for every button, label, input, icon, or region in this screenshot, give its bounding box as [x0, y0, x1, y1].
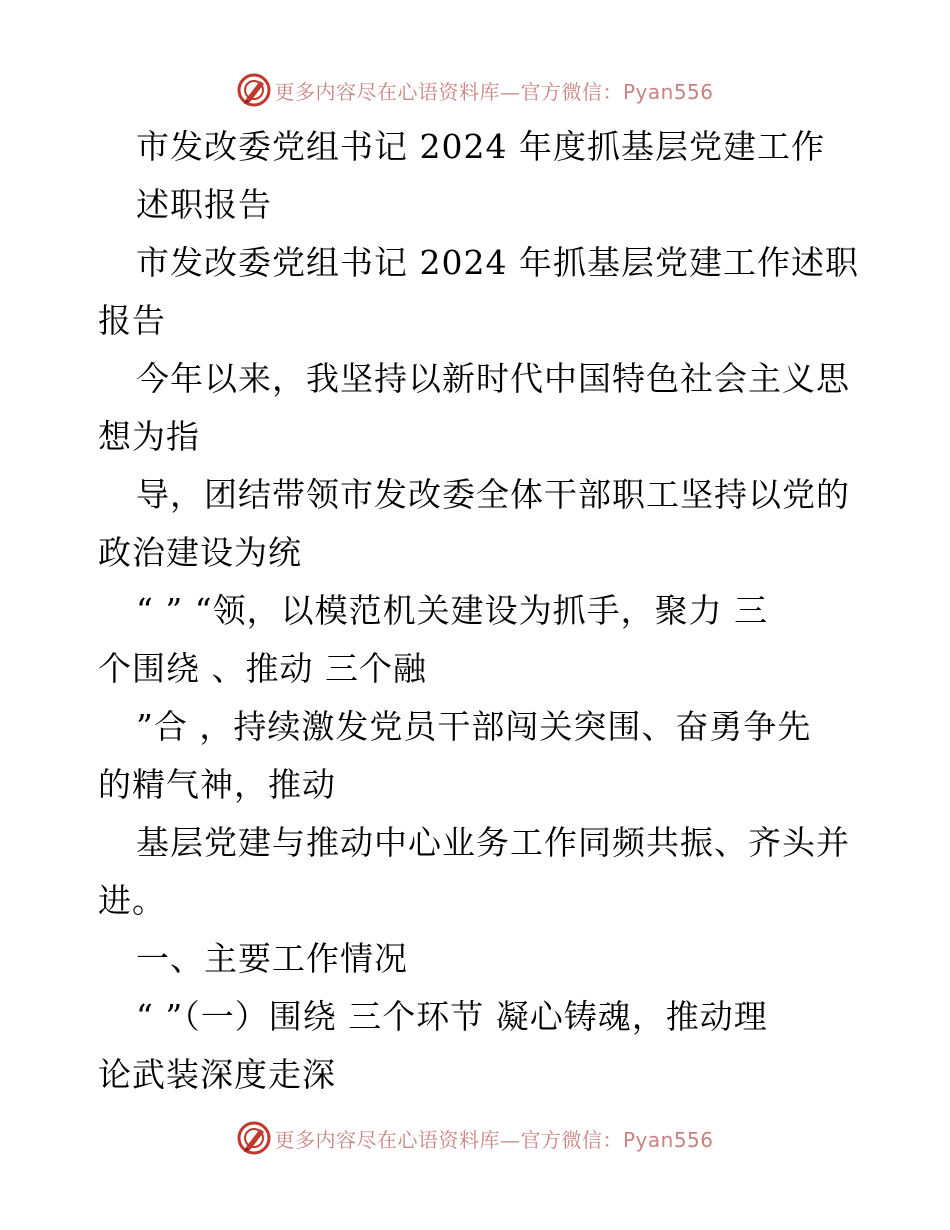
- banner-label: 官方微信：: [520, 79, 623, 104]
- banner-slogan: 更多内容尽在心语资料库: [274, 79, 500, 104]
- title-line-2: 述职报告: [136, 185, 272, 224]
- banner-text: [274, 1124, 713, 1153]
- pen-logo-icon: [236, 72, 272, 108]
- banner-wechat-id: Pyan556: [622, 79, 714, 104]
- paragraph-line: 想为指: [98, 417, 200, 456]
- document-body: [98, 118, 858, 1104]
- paragraph-line: 的精气神，推动: [98, 765, 336, 804]
- paragraph-line: ”合 ，持续激发党员干部闯关突围、奋勇争先: [136, 707, 812, 746]
- paragraph-line: 今年以来，我坚持以新时代中国特色社会主义思: [136, 359, 850, 398]
- banner-label: 官方微信：: [520, 1127, 623, 1152]
- paragraph-line: 政治建设为统: [98, 533, 302, 572]
- footer-watermark-banner: [0, 1118, 950, 1158]
- subsection-heading-line: 论武装深度走深: [98, 1055, 336, 1094]
- subsection-heading-line: “ ”（一）围绕 三个环节 凝心铸魂，推动理: [136, 997, 768, 1036]
- paragraph-line: 基层党建与推动中心业务工作同频共振、齐头并: [136, 823, 850, 862]
- paragraph-line: 市发改委党组书记 2024 年抓基层党建工作述职: [136, 243, 859, 282]
- paragraph-line: 个围绕 、推动 三个融: [98, 649, 427, 688]
- banner-wechat-id: Pyan556: [622, 1127, 714, 1152]
- banner-slogan: 更多内容尽在心语资料库: [274, 1127, 500, 1152]
- title-line-1: 市发改委党组书记 2024 年度抓基层党建工作: [136, 127, 825, 166]
- pen-logo-icon: [236, 1120, 272, 1156]
- paragraph-line: “ ” “领，以模范机关建设为抓手，聚力 三: [136, 591, 769, 630]
- header-watermark-banner: [0, 70, 950, 110]
- paragraph-line: 报告: [98, 301, 166, 340]
- paragraph-line: 进。: [98, 881, 166, 920]
- banner-text: [274, 76, 713, 105]
- banner-dash: —: [499, 1127, 521, 1152]
- paragraph-line: 导，团结带领市发改委全体干部职工坚持以党的: [136, 475, 850, 514]
- banner-dash: —: [499, 79, 521, 104]
- section-heading: 一、主要工作情况: [136, 939, 408, 978]
